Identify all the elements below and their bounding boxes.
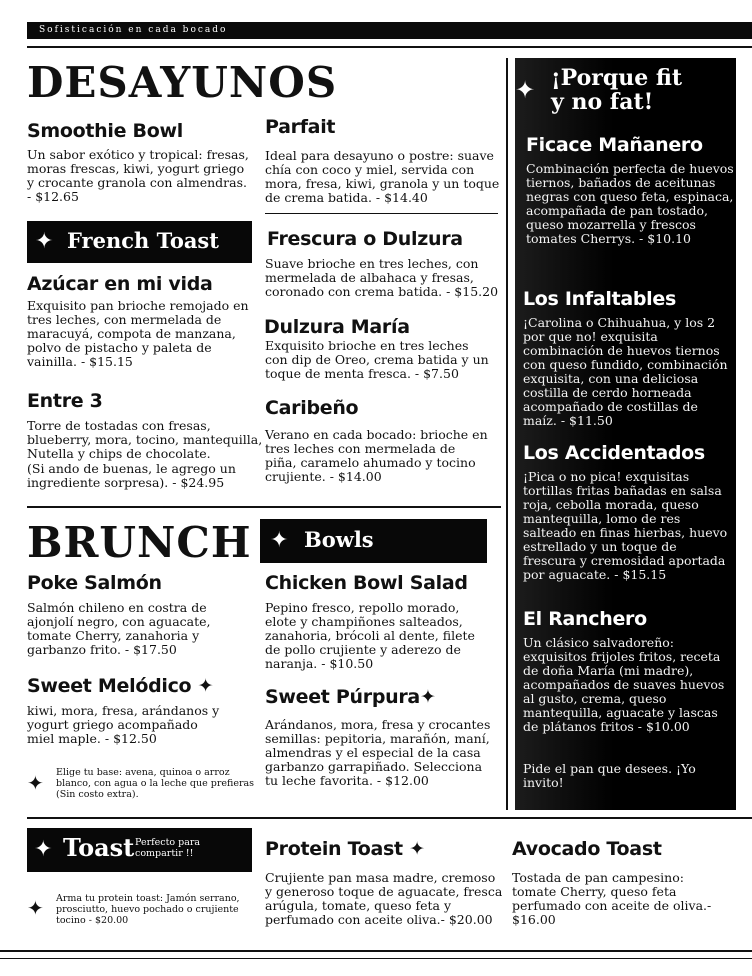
toast-subtitle: Perfecto para compartir !! — [135, 837, 201, 859]
item-name-purpura — [265, 686, 436, 708]
fit-title — [551, 66, 682, 114]
toast-divider — [27, 817, 752, 819]
french-toast-box — [27, 221, 252, 263]
section-title-desayunos: DESAYUNOS — [27, 58, 338, 107]
item-desc-chicken: Pepino fresco, repollo morado, elote y champiñones salteados, zanahoria, brócoli al dente, filete de pollo crujiente y aderezo de naranja. - $10.50 — [265, 600, 475, 671]
item-name-frescura: Frescura o Dulzura — [267, 228, 463, 250]
star-icon: ✦ — [409, 838, 425, 860]
item-name-infaltables: Los Infaltables — [523, 288, 676, 310]
bowls-box — [260, 519, 487, 563]
item-name-caribeno: Caribeño — [265, 397, 359, 419]
item-desc-ficace: Combinación perfecta de huevos tiernos, bañados de aceitunas negras con queso feta, espinaca, acompañada de pan tostado, queso mozarrella y frescos tomates Cherrys. - $10.10 — [526, 161, 734, 246]
sweet-melodico-name: Sweet Melódico — [27, 675, 192, 697]
item-desc-parfait: Ideal para desayuno o postre: suave chía con coco y miel, servida con mora, fresa, kiwi, granola y un toque de crema batida. - $14.40 — [265, 148, 500, 205]
tagline-bar — [27, 22, 752, 39]
item-desc-accidentados: ¡Pica o no pica! exquisitas tortillas fritas bañadas en salsa roja, cebolla morada, queso mantequilla, lomo de res salteado en finas hierbas, huevo estrellado y un toque de frescura y cremosidad aportada por aguacate. - $15.15 — [523, 469, 728, 582]
purpura-name: Sweet Púrpura — [265, 686, 420, 708]
star-icon: ✦ — [34, 837, 53, 862]
french-toast-title: French Toast — [67, 228, 219, 253]
star-icon: ✦ — [419, 686, 436, 708]
item-desc-protein-toast: Crujiente pan masa madre, cremoso y generoso toque de aguacate, fresca arúgula, tomate, queso feta y perfumado con aceite oliva.- $20.00 — [265, 870, 503, 927]
item-name-chicken: Chicken Bowl Salad — [265, 572, 468, 594]
item-name-ficace: Ficace Mañanero — [526, 134, 703, 156]
bowls-title: Bowls — [304, 527, 374, 552]
item-desc-azucar: Exquisito pan brioche remojado en tres leches, con mermelada de maracuyá, compota de manzana, polvo de pistacho y paleta de vainilla. - $15.15 — [27, 298, 249, 369]
item-name-protein-toast — [265, 838, 425, 860]
item-name-parfait: Parfait — [265, 116, 336, 138]
item-name-avocado-toast: Avocado Toast — [512, 838, 662, 860]
fit-title-line2: y no fat! — [551, 89, 654, 115]
item-name-azucar: Azúcar en mi vida — [27, 273, 213, 295]
bottom-rule-1 — [0, 950, 752, 952]
fit-panel — [515, 58, 736, 810]
item-name-entre3: Entre 3 — [27, 390, 103, 412]
item-desc-infaltables: ¡Carolina o Chihuahua, y los 2 por que no! exquisita combinación de huevos tiernos con queso fundido, combinación exquisita, con una deliciosa costilla de cerdo horneada acompañado de costillas de maíz. - $11.50 — [523, 315, 728, 428]
section-title-brunch: BRUNCH — [27, 518, 252, 567]
tagline: Sofisticación en cada bocado — [39, 25, 228, 35]
top-divider — [27, 46, 752, 48]
item-name-sweet-melodico — [27, 675, 213, 697]
item-name-ranchero: El Ranchero — [523, 608, 647, 630]
toast-title: Toast — [63, 833, 135, 862]
protein-note: Arma tu protein toast: Jamón serrano, prosciutto, huevo pochado o crujiente tocino - $20.00 — [56, 893, 240, 926]
item-desc-smoothie: Un sabor exótico y tropical: fresas, moras frescas, kiwi, yogurt griego y crocante granola con almendras. - $12.65 — [27, 147, 249, 204]
item-name-dulzura: Dulzura María — [264, 316, 410, 338]
toast-box — [27, 828, 252, 872]
item-desc-ranchero: Un clásico salvadoreño: exquisitos frijoles fritos, receta de doña María (mi madre), acompañados de suaves huevos al gusto, crema, queso mantequilla, aguacate y lascas de plátanos fritos - $10.00 — [523, 635, 725, 734]
star-icon: ✦ — [35, 229, 54, 254]
base-note: Elige tu base: avena, quinoa o arroz blanco, con agua o la leche que prefieras (Sin costo extra). — [56, 767, 255, 800]
column-divider — [506, 58, 508, 810]
item-desc-caribeno: Verano en cada bocado: brioche en tres leches con mermelada de piña, caramelo ahumado y tocino crujiente. - $14.00 — [265, 427, 488, 484]
item-note-entre3: (Si ando de buenas, le agrego un ingrediente sorpresa). - $24.95 — [27, 461, 236, 490]
brunch-divider — [27, 506, 501, 508]
item-desc-dulzura: Exquisito brioche en tres leches con dip de Oreo, crema batida y un toque de menta fresca. - $7.50 — [265, 338, 489, 381]
pan-note: Pide el pan que desees. ¡Yo invito! — [523, 761, 696, 790]
item-name-smoothie: Smoothie Bowl — [27, 120, 183, 142]
item-desc-sweet-melodico: kiwi, mora, fresa, arándanos y yogurt griego acompañado miel maple. - $12.50 — [27, 703, 220, 746]
item-desc-frescura: Suave brioche en tres leches, con mermelada de albahaca y fresas, coronado con crema batida. - $15.20 — [265, 256, 499, 299]
star-icon: ✦ — [27, 896, 44, 920]
item-desc-purpura: Arándanos, mora, fresa y crocantes semillas: pepitoria, marañón, maní, almendras y el especial de la casa garbanzo garrapiñado. Selecciona tu leche favorita. - $12.00 — [265, 717, 491, 788]
parfait-divider — [265, 213, 498, 214]
star-icon: ✦ — [197, 675, 214, 697]
protein-toast-name: Protein Toast — [265, 838, 403, 860]
bottom-rule-2 — [0, 958, 752, 959]
item-desc-entre3: Torre de tostadas con fresas, blueberry, mora, tocino, mantequilla, Nutella y chips de chocolate. — [27, 418, 263, 461]
item-desc-avocado-toast: Tostada de pan campesino: tomate Cherry, queso feta perfumado con aceite de oliva.- $16.00 — [512, 870, 712, 927]
star-icon: ✦ — [515, 76, 536, 104]
star-icon: ✦ — [27, 771, 44, 795]
fit-title-line1: ¡Porque fit — [551, 65, 683, 91]
item-name-poke: Poke Salmón — [27, 572, 162, 594]
star-icon: ✦ — [270, 528, 289, 553]
item-name-accidentados: Los Accidentados — [523, 442, 705, 464]
item-desc-poke: Salmón chileno en costra de ajonjolí negro, con aguacate, tomate Cherry, zanahoria y garbanzo frito. - $17.50 — [27, 600, 211, 657]
